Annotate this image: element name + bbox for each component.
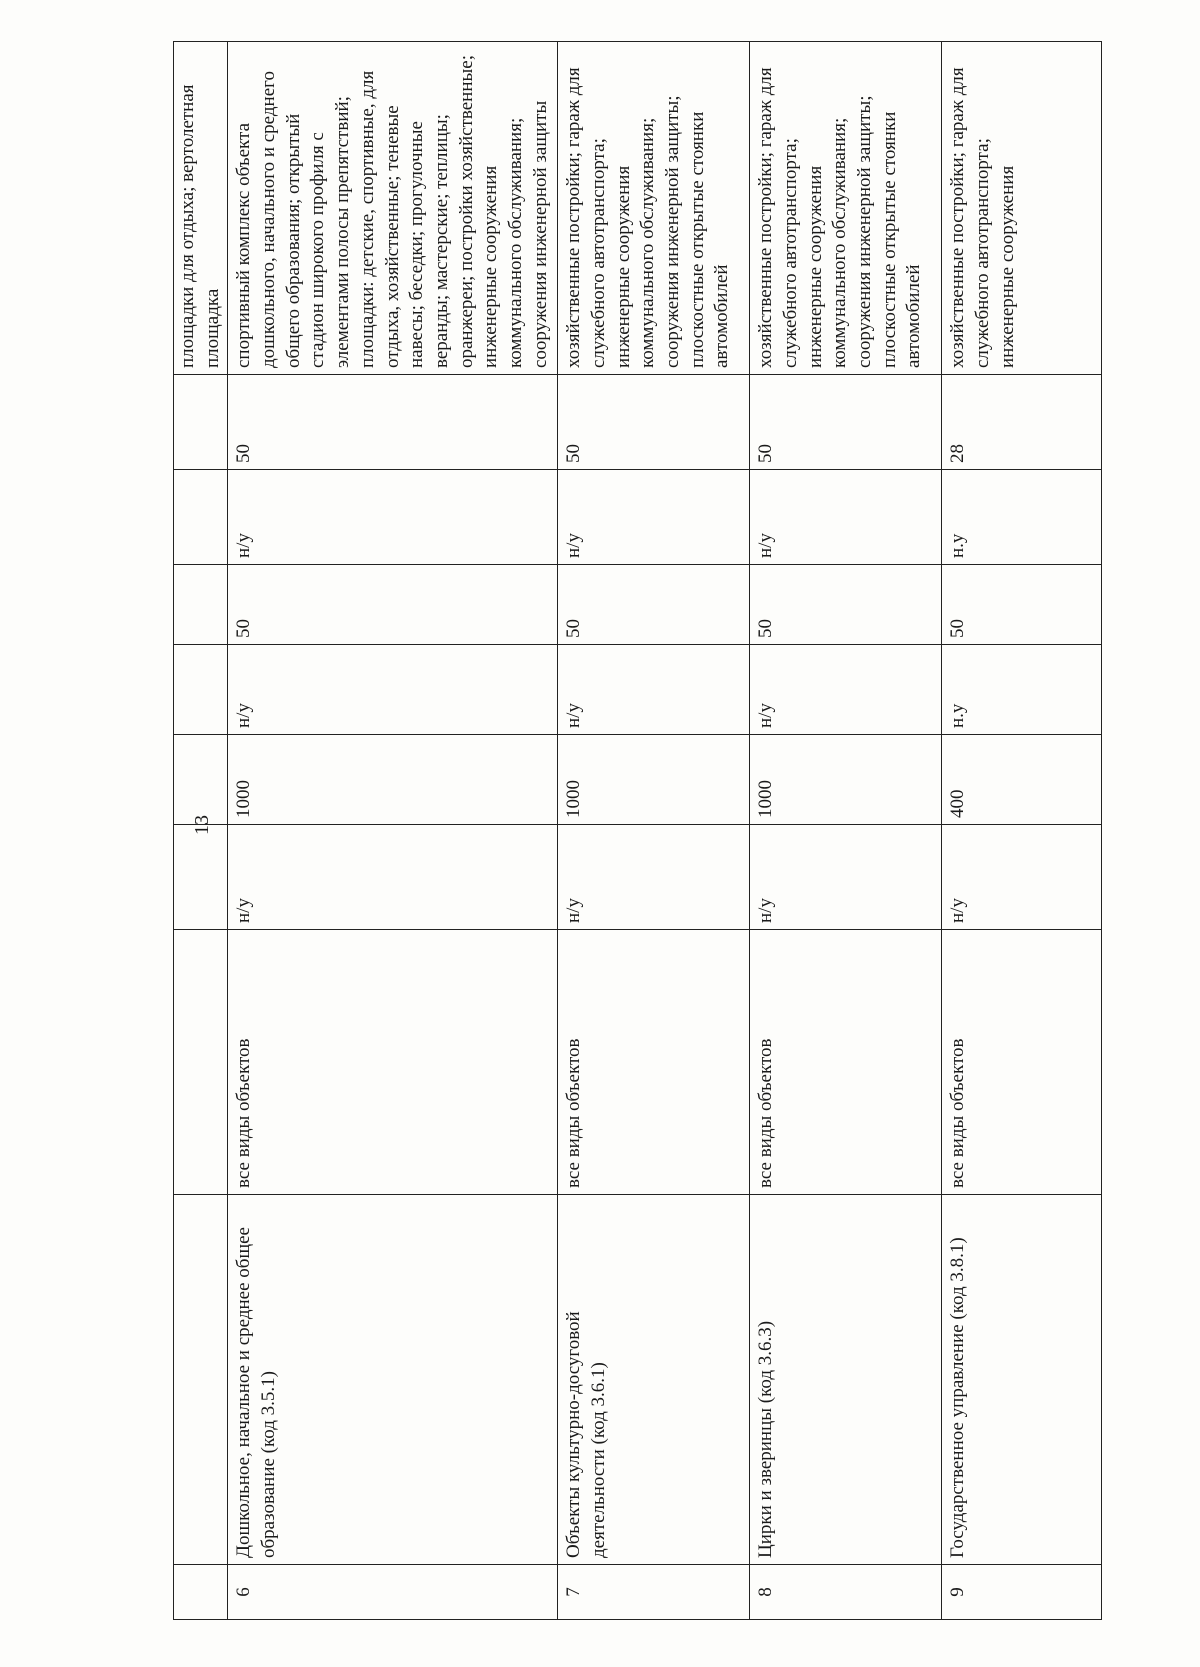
cell-min-area: н/у — [558, 825, 750, 930]
cell-min-floors: н/у — [750, 645, 942, 735]
cell-no: 8 — [750, 1565, 942, 1620]
cell-max-floors: 50 — [750, 565, 942, 645]
cell-max-floors: 50 — [228, 565, 558, 645]
cell-min-area — [174, 825, 228, 930]
table-row — [558, 42, 750, 1620]
cell-min-floors: н/у — [228, 645, 558, 735]
cell-main-use — [174, 1195, 228, 1565]
cell-no: 7 — [558, 1565, 750, 1620]
cell-main-use: Дошкольное, начальное и среднее общее образование (код 3.5.1) — [228, 1195, 558, 1565]
cell-min-coverage: н.у — [942, 470, 1102, 565]
cell-objects — [174, 930, 228, 1195]
cell-no: 9 — [942, 1565, 1102, 1620]
cell-max-coverage: 50 — [228, 375, 558, 470]
cell-min-coverage — [174, 470, 228, 565]
cell-max-coverage: 28 — [942, 375, 1102, 470]
cell-accessory: хозяйственные постройки; гараж для служебного автотранспорта; инженерные сооружения коммунального обслуживания; сооружения инженерной защиты; плоскостные открытые стоянки автомобилей — [750, 42, 942, 375]
cell-accessory: спортивный комплекс объекта дошкольного, начального и среднего общего образования; открытый стадион широкого профиля с элементами полосы препятствий; площадки: детские, спортивные, для отдыха, хозяйственные; теневые навесы; беседки; прогулочные веранды; мастерские; теплицы; оранжереи; постройки хозяйственные; инженерные сооружения коммунального обслуживания; сооружения инженерной защиты — [228, 42, 558, 375]
cell-max-area: 1000 — [750, 735, 942, 825]
cell-min-area: н/у — [228, 825, 558, 930]
cell-objects: все виды объектов — [750, 930, 942, 1195]
cell-min-area: н/у — [750, 825, 942, 930]
cell-min-floors: н.у — [942, 645, 1102, 735]
cell-accessory: хозяйственные постройки; гараж для служебного автотранспорта; инженерные сооружения — [942, 42, 1102, 375]
cell-max-coverage — [174, 375, 228, 470]
cell-no: 6 — [228, 1565, 558, 1620]
cell-min-floors: н/у — [558, 645, 750, 735]
cell-max-area: 1000 — [558, 735, 750, 825]
cell-main-use: Цирки и зверинцы (код 3.6.3) — [750, 1195, 942, 1565]
cell-accessory: площадки для отдыха; вертолетная площадка — [174, 42, 228, 375]
cell-max-coverage: 50 — [558, 375, 750, 470]
cell-no — [174, 1565, 228, 1620]
cell-max-area: 400 — [942, 735, 1102, 825]
cell-objects: все виды объектов — [228, 930, 558, 1195]
cell-accessory: хозяйственные постройки; гараж для служебного автотранспорта; инженерные сооружения коммунального обслуживания; сооружения инженерной защиты; плоскостные открытые стоянки автомобилей — [558, 42, 750, 375]
page-number: 13 — [191, 815, 213, 835]
cell-objects: все виды объектов — [558, 930, 750, 1195]
cell-max-floors: 50 — [942, 565, 1102, 645]
table-row — [942, 42, 1102, 1620]
cell-max-floors — [174, 565, 228, 645]
cell-min-area: н/у — [942, 825, 1102, 930]
cell-objects: все виды объектов — [942, 930, 1102, 1195]
rotated-page — [143, 30, 1093, 1620]
zoning-regulations-table — [173, 41, 1102, 1620]
cell-main-use: Объекты культурно-досуговой деятельности (код 3.6.1) — [558, 1195, 750, 1565]
cell-max-floors: 50 — [558, 565, 750, 645]
table-row-continuation — [174, 42, 228, 1620]
cell-min-floors — [174, 645, 228, 735]
cell-max-area — [174, 735, 228, 825]
cell-max-area: 1000 — [228, 735, 558, 825]
table-row — [228, 42, 558, 1620]
cell-max-coverage: 50 — [750, 375, 942, 470]
cell-min-coverage: н/у — [228, 470, 558, 565]
cell-min-coverage: н/у — [750, 470, 942, 565]
cell-min-coverage: н/у — [558, 470, 750, 565]
table-row — [750, 42, 942, 1620]
cell-main-use: Государственное управление (код 3.8.1) — [942, 1195, 1102, 1565]
